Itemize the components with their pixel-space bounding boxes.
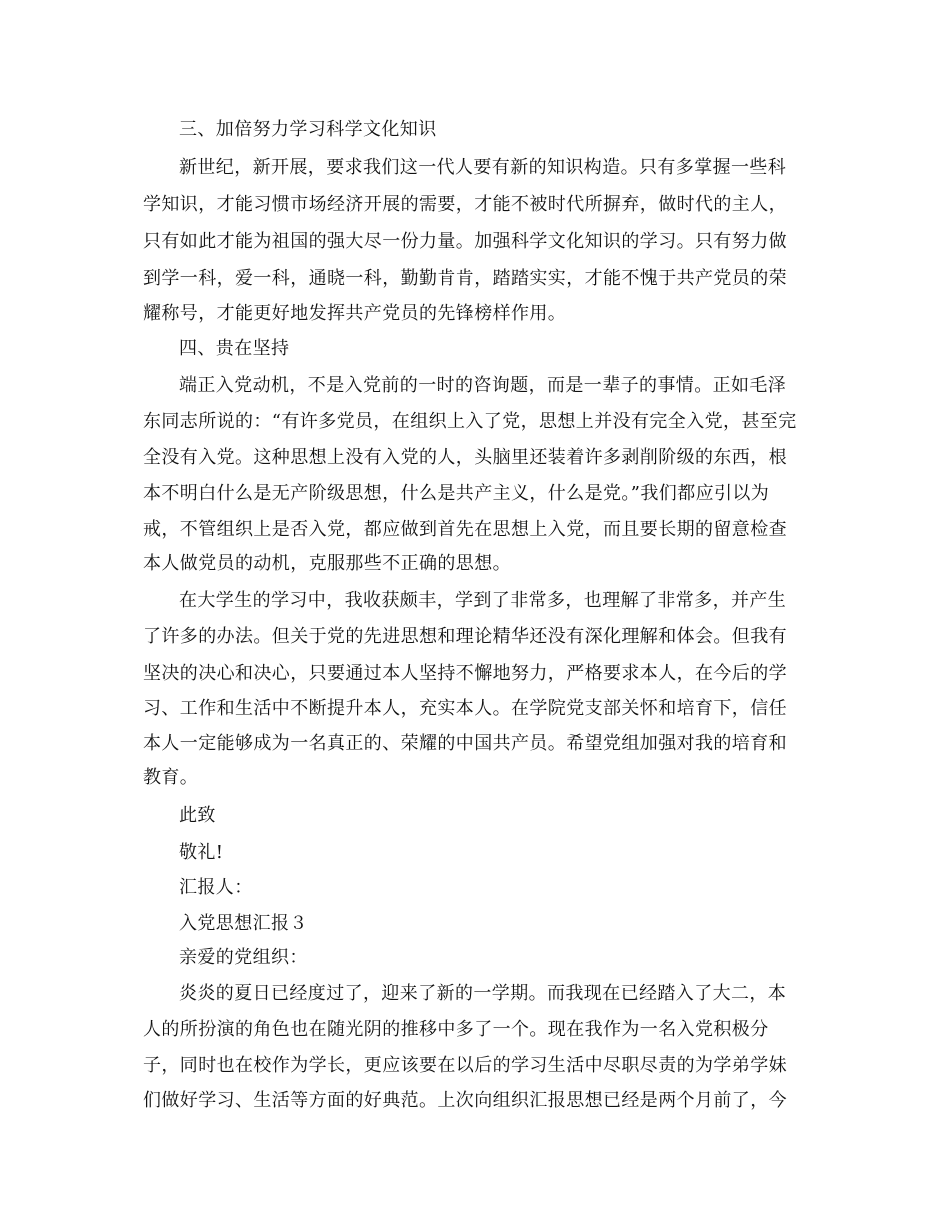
paragraph-line: 在大学生的学习中，我收获颇丰，学到了非常多，也理解了非常多，并产生: [179, 590, 787, 611]
paragraph-line: 教育。: [143, 767, 199, 788]
paragraph-line: 人的所扮演的角色也在随光阴的推移中多了一个。现在我作为一名入党积极分: [143, 1019, 769, 1040]
paragraph-line: 戒，不管组织上是否入党，都应做到首先在思想上入党，而且要长期的留意检查: [143, 519, 787, 540]
paragraph-line: 端正入党动机，不是入党前的一时的咨询题，而是一辈子的事情。正如毛泽: [179, 375, 787, 396]
paragraph-line: 耀称号，才能更好地发挥共产党员的先锋榜样作用。: [143, 303, 567, 324]
paragraph-line: 全没有入党。这种思想上没有入党的人，头脑里还装着许多剥削阶级的东西，根: [143, 447, 787, 468]
paragraph-line: 坚决的决心和决心，只要通过本人坚持不懈地努力，严格要求本人，在今后的学: [143, 663, 787, 684]
closing-line: 此致: [179, 805, 216, 826]
greeting-line: 亲爱的党组织：: [179, 947, 308, 968]
section-heading-4: 四、贵在坚持: [179, 338, 290, 359]
section-heading-3: 三、加倍努力学习科学文化知识: [179, 119, 437, 140]
paragraph-line: 学知识，才能习惯市场经济开展的需要，才能不被时代所摒弃，做时代的主人，: [143, 194, 787, 215]
salutation-line: 敬礼!: [179, 842, 224, 863]
paragraph-line: 本人一定能够成为一名真正的、荣耀的中国共产员。希望党组加强对我的培育和: [143, 733, 787, 754]
paragraph-line: 东同志所说的：“有许多党员，在组织上入了党，思想上并没有完全入党，甚至完: [143, 411, 797, 432]
paragraph-line: 到学一科，爱一科，通晓一科，勤勤肯肯，踏踏实实，才能不愧于共产党员的荣: [143, 268, 787, 289]
paragraph-line: 新世纪，新开展，要求我们这一代人要有新的知识构造。只有多掌握一些科: [179, 157, 787, 178]
paragraph-line: 子，同时也在校作为学长，更应该要在以后的学习生活中尽职尽责的为学弟学妹: [143, 1055, 787, 1076]
document-title: 入党思想汇报３: [179, 913, 308, 934]
paragraph-line: 了许多的办法。但关于党的先进思想和理论精华还没有深化理解和体会。但我有: [143, 626, 787, 647]
paragraph-line: 本不明白什么是无产阶级思想，什么是共产主义，什么是党。”我们都应引以为: [143, 483, 770, 504]
paragraph-line: 本人做党员的动机，克服那些不正确的思想。: [143, 553, 511, 574]
paragraph-line: 只有如此才能为祖国的强大尽一份力量。加强科学文化知识的学习。只有努力做: [143, 231, 787, 252]
paragraph-line: 们做好学习、生活等方面的好典范。上次向组织汇报思想已经是两个月前了，今: [143, 1090, 787, 1111]
reporter-line: 汇报人：: [179, 877, 253, 898]
paragraph-line: 习、工作和生活中不断提升本人，充实本人。在学院党支部关怀和培育下，信任: [143, 698, 787, 719]
paragraph-line: 炎炎的夏日已经度过了，迎来了新的一学期。而我现在已经踏入了大二，本: [179, 983, 787, 1004]
